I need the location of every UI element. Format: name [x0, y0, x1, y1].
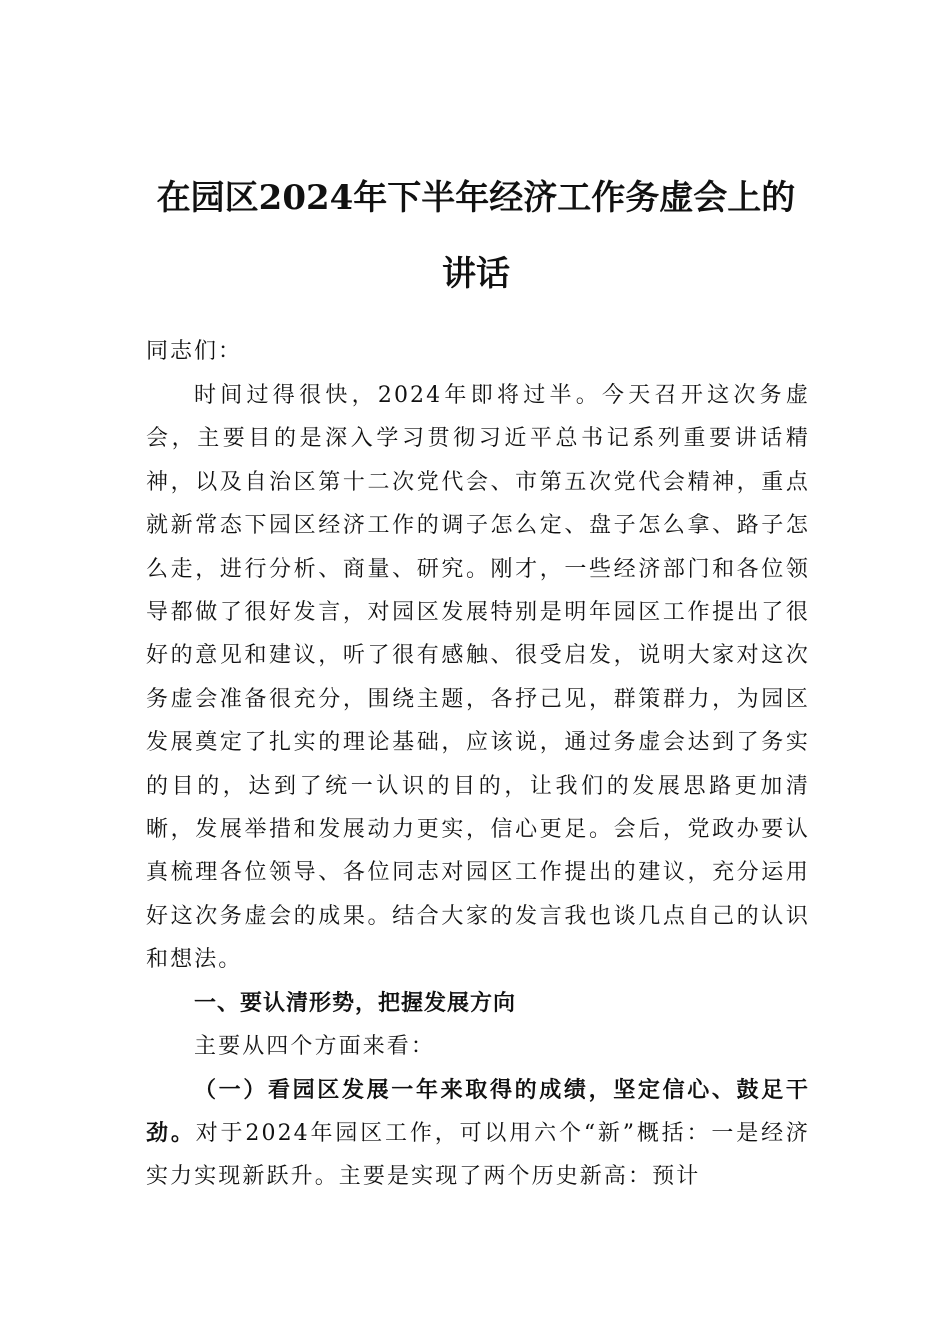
title-line-1: 在园区2024年下半年经济工作务虚会上的 — [156, 178, 796, 218]
subsection-paragraph-1 — [146, 1069, 810, 1199]
title-line-2: 讲话 — [442, 254, 510, 294]
document-body — [146, 374, 810, 1199]
section-heading-1: 一、要认清形势，把握发展方向 — [194, 989, 517, 1016]
subsection-heading-1: （一）看园区发展一年来取得的成绩，坚定信心、鼓足干劲。 — [146, 1076, 810, 1146]
intro-paragraph: 时间过得很快，2024年即将过半。今天召开这次务虚会，主要目的是深入学习贯彻习近平总书记系列重要讲话精神，以及自治区第十二次党代会、市第五次党代会精神，重点就新常态下园区经济工作的调子怎么定、盘子怎么拿、路子怎么走，进行分析、商量、研究。刚才，一些经济部门和各位领导都做了很好发言，对园区发展特别是明年园区工作提出了很好的意见和建议，听了很有感触、很受启发，说明大家对这次务虚会准备很充分，围绕主题，各抒己见，群策群力，为园区发展奠定了扎实的理论基础，应该说，通过务虚会达到了务实的目的，达到了统一认识的目的，让我们的发展思路更加清晰，发展举措和发展动力更实，信心更足。会后，党政办要认真梳理各位领导、各位同志对园区工作提出的建议，充分运用好这次务虚会的成果。结合大家的发言我也谈几点自己的认识和想法。 — [146, 383, 810, 973]
document-title — [146, 160, 806, 312]
subsection-text-1: 对于2024年园区工作，可以用六个“新”概括：一是经济实力实现新跃升。主要是实现了两个历史新高：预计 — [146, 1120, 811, 1190]
section-lead: 主要从四个方面来看： — [194, 1034, 436, 1060]
salutation: 同志们： — [146, 339, 243, 364]
